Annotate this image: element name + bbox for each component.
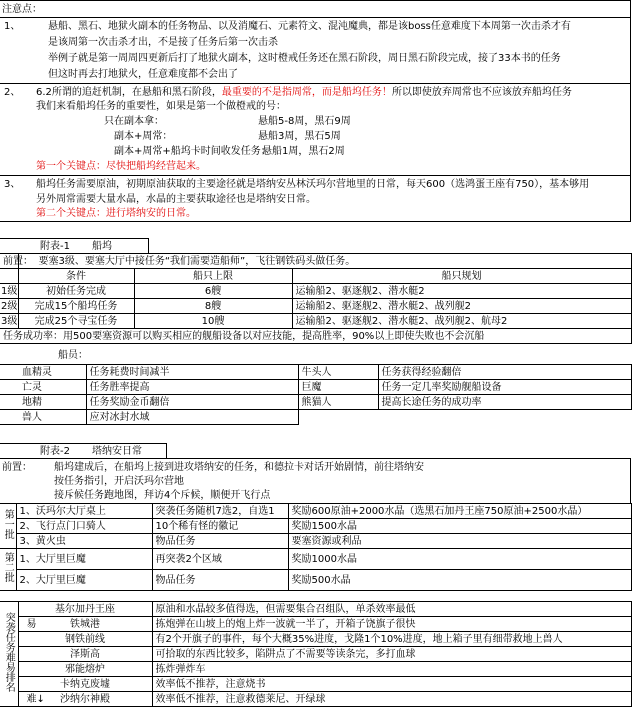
table-row bbox=[0, 662, 631, 677]
daily-task: 物品任务 bbox=[152, 570, 288, 591]
raid-rank-table bbox=[0, 601, 632, 707]
crew-race: 巨魔 bbox=[298, 380, 378, 395]
divider bbox=[0, 175, 630, 176]
table2-pre-box bbox=[0, 458, 631, 504]
crew-table bbox=[0, 364, 632, 425]
table-row bbox=[0, 314, 631, 329]
crew-title: 船员： bbox=[58, 350, 88, 361]
raid-zone: 钢铁前线 bbox=[18, 632, 152, 647]
raid-tip: 拣炸弹炸车 bbox=[152, 662, 631, 677]
table1-pre-label: 前置： bbox=[0, 254, 18, 269]
table2-pre-label: 前置： bbox=[2, 462, 32, 473]
daily-reward: 奖励500水晶 bbox=[288, 570, 631, 591]
level-cell: 3级 bbox=[1, 315, 18, 327]
daily-table bbox=[0, 503, 632, 591]
note-2-row-value: 悬船1周，黑石2周 bbox=[262, 146, 345, 157]
crew-race: 地精 bbox=[0, 395, 86, 410]
note-2-line bbox=[36, 86, 572, 99]
daily-reward: 奖励1000水晶 bbox=[288, 549, 631, 570]
daily-task: 10个稀有怪的徽记 bbox=[152, 519, 288, 534]
table2-caption bbox=[0, 443, 167, 459]
raid-zone: 邪能熔炉 bbox=[18, 662, 152, 677]
batch-1-label bbox=[0, 504, 16, 549]
plan-cell: 运输船2、驱逐舰2、潜水艇2、战列舰2 bbox=[292, 299, 631, 314]
daily-task: 物品任务 bbox=[152, 534, 288, 549]
crew-race: 血精灵 bbox=[0, 365, 86, 380]
table-row bbox=[0, 299, 631, 314]
condition-cell: 初始任务完成 bbox=[18, 284, 134, 299]
table1-label: 附表-1 bbox=[40, 241, 70, 252]
key-point-1: 第一个关键点：尽快把船坞经营起来。 bbox=[36, 161, 206, 172]
note-2-line: 我们来看船坞任务的重要性，如果是第一个做橙戒的号： bbox=[36, 101, 286, 112]
table-row bbox=[0, 692, 631, 707]
level-cell: 2级 bbox=[1, 300, 18, 312]
table-row bbox=[0, 395, 631, 410]
table2-pre-line: 船坞建成后，在船坞上接到进攻塔纳安的任务，和德拉卡对话开始剧情，前往塔纳安 bbox=[54, 462, 424, 473]
note-2-row-value: 悬船3周，黑石5周 bbox=[258, 131, 341, 142]
table-row bbox=[0, 504, 631, 519]
crew-effect: 任务胜率提高 bbox=[86, 380, 298, 395]
crew-effect: 任务获得经验翻倍 bbox=[378, 365, 631, 380]
batch-2-text: 第二批 bbox=[2, 552, 14, 582]
raid-zone-cell bbox=[18, 692, 152, 707]
cap-cell: 10艘 bbox=[134, 314, 292, 329]
divider bbox=[0, 83, 630, 84]
note-1-line: 是该周第一次击杀才出，不是接了任务后第一次击杀 bbox=[48, 37, 278, 48]
daily-source: 2、大厅里巨魔 bbox=[16, 570, 152, 591]
cap-cell: 6艘 bbox=[134, 284, 292, 299]
condition-cell: 完成15个船坞任务 bbox=[18, 299, 134, 314]
note-2-row-label: 副本+周常+船坞卡时间收发任务： bbox=[114, 146, 271, 157]
table2-pre-line: 按任务指引，开启沃玛尔营地 bbox=[54, 476, 184, 487]
rank-label bbox=[0, 602, 18, 707]
table2-label: 附表-2 bbox=[40, 446, 70, 457]
table-row bbox=[0, 365, 631, 380]
table-row bbox=[0, 602, 631, 617]
success-rate-text: 任务成功率：用500要塞资源可以购买相应的舰船设备以对应技能，提高胜率，90%以上即使失败也不会沉船 bbox=[0, 329, 631, 344]
raid-zone-cell bbox=[18, 617, 152, 632]
daily-task: 突袭任务随机7选2，自选1 bbox=[152, 504, 288, 519]
plan-cell: 运输船2、驱逐舰2、潜水艇2、战列舰2、航母2 bbox=[292, 314, 631, 329]
crew-effect: 应对冰封水域 bbox=[86, 410, 298, 425]
level-cell: 1级 bbox=[1, 285, 18, 297]
table1-header: 船只规划 bbox=[292, 269, 631, 284]
daily-reward: 奖励600原油+2000水晶（选黑石加丹王座750原油+2500水晶） bbox=[288, 504, 631, 519]
note-2-row-label: 只在副本拿： bbox=[104, 116, 164, 127]
divider bbox=[0, 17, 630, 18]
table1-pre-text: 要塞3级、要塞大厅中接任务“我们需要造船师”，飞往钢铁码头做任务。 bbox=[18, 254, 631, 269]
note-2-text: 所以即使放弃周常也不应该放弃船坞任务 bbox=[391, 87, 572, 98]
note-3-number: 3、 bbox=[4, 179, 21, 190]
raid-zone: 基尔加丹王座 bbox=[18, 602, 152, 617]
notes-box bbox=[0, 0, 631, 222]
raid-tip: 原油和水晶较多值得选，但需要集合召组队，单杀效率最低 bbox=[152, 602, 631, 617]
batch-2-label bbox=[0, 549, 16, 591]
note-1-number: 1、 bbox=[4, 21, 21, 32]
note-3-line: 船坞任务需要原油，初期原油获取的主要途径就是塔纳安丛林沃玛尔营地里的日常，每天600（选鸿蛋王座有750），基本够用 bbox=[36, 179, 590, 190]
note-2-row-value: 悬船5-8周，黑石9周 bbox=[258, 116, 351, 127]
table1-header: 船只上限 bbox=[134, 269, 292, 284]
condition-cell: 完成25个寻宝任务 bbox=[18, 314, 134, 329]
daily-source: 3、黄火虫 bbox=[16, 534, 152, 549]
daily-reward: 奖励1500水晶 bbox=[288, 519, 631, 534]
key-point-2: 第二个关键点：进行塔纳安的日常。 bbox=[36, 208, 196, 219]
plan-cell: 运输船2、驱逐舰2、潜水艇2 bbox=[292, 284, 631, 299]
cap-cell: 8艘 bbox=[134, 299, 292, 314]
raid-zone: 沙纳尔神殿 bbox=[60, 693, 110, 705]
daily-reward: 要塞资源或利品 bbox=[288, 534, 631, 549]
table-row bbox=[0, 677, 631, 692]
table-row bbox=[0, 410, 631, 425]
raid-zone: 泽斯高 bbox=[18, 647, 152, 662]
daily-source: 1、沃玛尔大厅桌上 bbox=[16, 504, 152, 519]
raid-tip: 拣炮弹在山坡上的炮上炸一波就一半了，开箱子饶旗子很快 bbox=[152, 617, 631, 632]
note-1-line: 但这时再去打地狱火，任意难度都不会出了 bbox=[48, 69, 238, 80]
batch-1-text: 第一批 bbox=[2, 508, 14, 539]
crew-effect: 任务耗费时间减半 bbox=[86, 365, 298, 380]
table1-main bbox=[0, 253, 632, 344]
crew-race: 兽人 bbox=[0, 410, 86, 425]
table2-pre-line: 接斥候任务跑地图，拜访4个斥候，顺便开飞行点 bbox=[54, 490, 271, 501]
crew-race: 牛头人 bbox=[298, 365, 378, 380]
raid-tip: 效率低不推荐，注意救德莱尼、开绿球 bbox=[152, 692, 631, 707]
crew-effect: 提高长途任务的成功率 bbox=[378, 395, 631, 410]
daily-task: 再突袭2个区域 bbox=[152, 549, 288, 570]
table2-title: 塔纳安日常 bbox=[92, 446, 142, 457]
table1-title: 船坞 bbox=[92, 241, 112, 252]
crew-effect: 任务奖励金币翻倍 bbox=[86, 395, 298, 410]
raid-tip: 效率低不推荐，注意烧书 bbox=[152, 677, 631, 692]
table-row bbox=[0, 632, 631, 647]
crew-effect: 任务一定几率奖励舰船设备 bbox=[378, 380, 631, 395]
crew-race: 亡灵 bbox=[0, 380, 86, 395]
raid-zone: 铁城港 bbox=[70, 618, 100, 630]
note-2-highlight: 最重要的不是指周常，而是船坞任务！ bbox=[221, 87, 392, 98]
rank-label-text: 突袭任务难易排名 bbox=[3, 611, 15, 692]
table-row bbox=[0, 380, 631, 395]
table-row bbox=[0, 549, 631, 570]
notes-title: 注意点： bbox=[2, 4, 42, 15]
note-1-line: 悬船、黑石、地狱火副本的任务物品、以及消魔石、元素符文、混沌魔典，都是该boss任意难度下本周第一次击杀才有 bbox=[48, 21, 571, 32]
table-row bbox=[0, 617, 631, 632]
note-1-line: 举例子就是第一周周四更新后打了地狱火副本，这时橙戒任务还在黑石阶段，周日黑石阶段完成，接了33本书的任务 bbox=[48, 53, 561, 64]
arrow-down-icon: ↓ bbox=[36, 694, 45, 705]
note-2-row-label: 副本+周常： bbox=[114, 131, 173, 142]
table-row bbox=[0, 284, 631, 299]
easy-marker: 易 bbox=[26, 619, 37, 630]
table1-caption bbox=[0, 238, 149, 254]
table-row bbox=[0, 647, 631, 662]
raid-tip: 有2个开旗子的事件，每个大概35%进度，戈隆1个10%进度，地上箱子里有细带救地上兽人 bbox=[152, 632, 631, 647]
crew-race: 熊猫人 bbox=[298, 395, 378, 410]
note-3-line: 另外周常需要大量水晶，水晶的主要获取途径也是塔纳安日常。 bbox=[36, 194, 316, 205]
table1-header: 条件 bbox=[18, 269, 134, 284]
raid-zone: 卡纳克废墟 bbox=[18, 677, 152, 692]
daily-source: 2、飞行点门口骑人 bbox=[16, 519, 152, 534]
hard-marker bbox=[27, 693, 45, 706]
note-2-text: 6.2所谓的追赶机制，在悬船和黑石阶段， bbox=[36, 87, 222, 98]
hard-text: 难 bbox=[26, 694, 37, 705]
raid-tip: 可拾取的东西比较多，陷阱点了不需要等读条完，多打血球 bbox=[152, 647, 631, 662]
table-row bbox=[0, 534, 631, 549]
table-row bbox=[0, 519, 631, 534]
daily-source: 1、大厅里巨魔 bbox=[16, 549, 152, 570]
table-row bbox=[0, 570, 631, 591]
note-2-number: 2、 bbox=[4, 87, 21, 98]
